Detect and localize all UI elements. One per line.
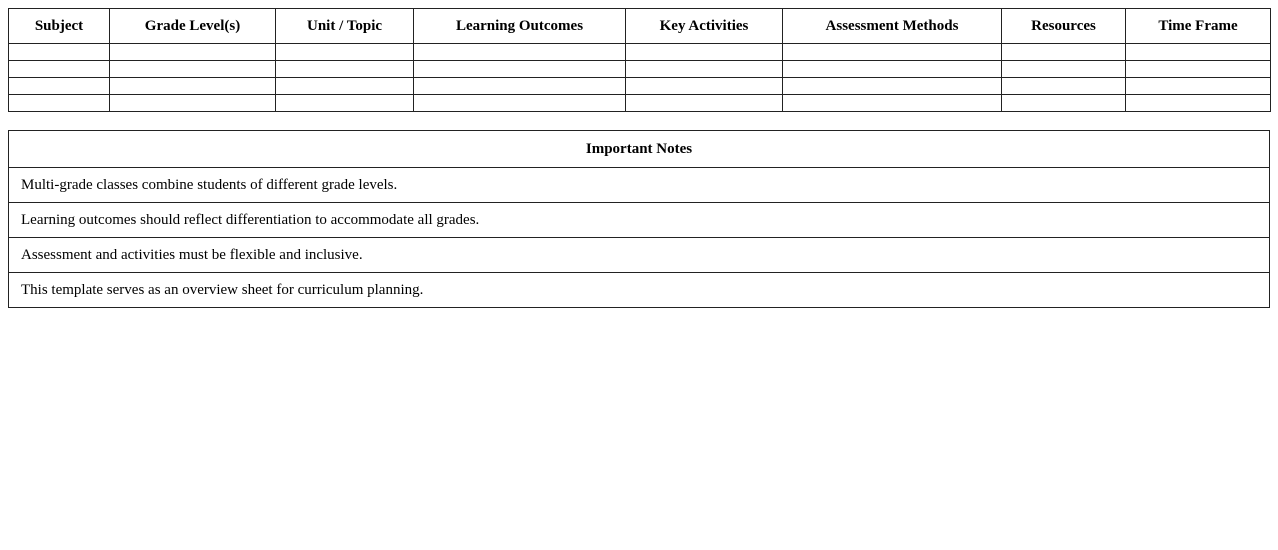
notes-header-row [9,131,1270,168]
notes-title: Important Notes [9,131,1270,168]
table-cell [1002,44,1126,61]
column-header-unit-topic: Unit / Topic [276,9,414,44]
table-cell [110,78,276,95]
table-cell [9,95,110,112]
table-cell [626,78,783,95]
table-cell [414,44,626,61]
table-cell [9,78,110,95]
note-text: Multi-grade classes combine students of different grade levels. [9,168,1270,203]
table-cell [110,61,276,78]
column-header-key-activities: Key Activities [626,9,783,44]
column-header-time-frame: Time Frame [1126,9,1271,44]
table-cell [276,95,414,112]
table-cell [626,61,783,78]
table-cell [1002,61,1126,78]
column-header-subject: Subject [9,9,110,44]
column-header-grade-levels: Grade Level(s) [110,9,276,44]
table-cell [414,95,626,112]
table-cell [783,44,1002,61]
table-cell [9,61,110,78]
table-cell [276,44,414,61]
column-header-learning-outcomes: Learning Outcomes [414,9,626,44]
table-cell [9,44,110,61]
table-header-row [9,9,1271,44]
curriculum-plan-table [8,8,1271,112]
table-cell [783,61,1002,78]
column-header-assessment-methods: Assessment Methods [783,9,1002,44]
table-cell [1126,61,1271,78]
table-cell [276,61,414,78]
table-cell [783,78,1002,95]
note-row [9,168,1270,203]
note-row [9,203,1270,238]
note-row [9,273,1270,308]
table-row [9,78,1271,95]
table-cell [110,44,276,61]
note-text: Assessment and activities must be flexible and inclusive. [9,238,1270,273]
note-row [9,238,1270,273]
table-row [9,44,1271,61]
table-cell [1126,44,1271,61]
table-cell [1002,78,1126,95]
table-cell [626,44,783,61]
note-text: Learning outcomes should reflect differentiation to accommodate all grades. [9,203,1270,238]
table-cell [276,78,414,95]
important-notes-table [8,130,1270,308]
table-cell [783,95,1002,112]
table-cell [1126,95,1271,112]
table-cell [1126,78,1271,95]
table-cell [626,95,783,112]
table-cell [1002,95,1126,112]
table-row [9,61,1271,78]
table-cell [414,61,626,78]
column-header-resources: Resources [1002,9,1126,44]
table-cell [414,78,626,95]
table-cell [110,95,276,112]
table-row [9,95,1271,112]
note-text: This template serves as an overview sheet for curriculum planning. [9,273,1270,308]
